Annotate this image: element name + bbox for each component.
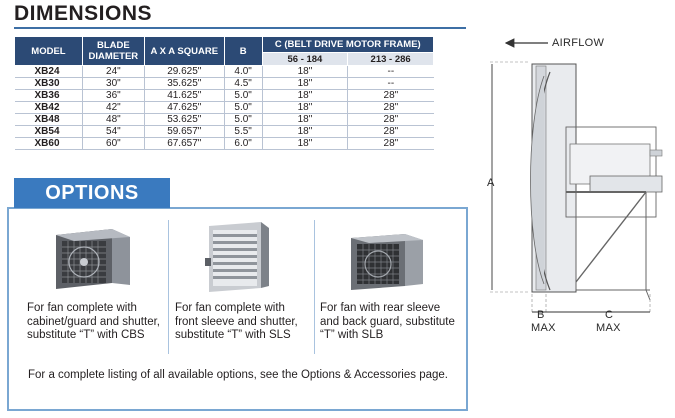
cell-model: XB42 [15,102,83,114]
col-header-axa-square: A X A SQUARE [144,37,224,66]
front-sleeve-shutter-image [203,218,273,298]
col-header-c-56-184: 56 - 184 [262,53,348,66]
cell-c1: 18" [262,90,348,102]
col-header-blade-diameter: BLADE DIAMETER [82,37,144,66]
table-row [15,90,434,102]
cell-blade: 36" [82,90,144,102]
cell-b: 5.0" [224,102,262,114]
cell-model: XB24 [15,66,83,78]
cell-model: XB30 [15,78,83,90]
cell-c2: 28" [348,126,434,138]
option-sls-caption: For fan complete with front sleeve and shutter, substitute “T” with SLS [175,302,298,341]
cell-blade: 42" [82,102,144,114]
title-rule [14,27,466,29]
cell-c1: 18" [262,102,348,114]
cell-blade: 24" [82,66,144,78]
cell-c1: 18" [262,66,348,78]
col-header-model: MODEL [15,37,83,66]
cell-axa: 59.657" [144,126,224,138]
cell-b: 5.0" [224,114,262,126]
option-slb-caption: For fan with rear sleeve and back guard, substitute “T” with SLB [320,302,455,341]
cell-b: 5.0" [224,90,262,102]
options-heading: OPTIONS [14,178,170,208]
cell-c2: 28" [348,138,434,150]
cell-c2: 28" [348,102,434,114]
cell-model: XB36 [15,90,83,102]
dimensions-table [14,36,434,150]
options-note: For a complete listing of all available options, see the Options & Accessories page. [28,369,448,381]
page-title: DIMENSIONS [14,2,153,25]
cell-axa: 67.657" [144,138,224,150]
cell-axa: 53.625" [144,114,224,126]
cell-b: 5.5" [224,126,262,138]
cell-c1: 18" [262,126,348,138]
cell-c2: 28" [348,114,434,126]
cell-c1: 18" [262,138,348,150]
cell-axa: 29.625" [144,66,224,78]
cell-c1: 18" [262,114,348,126]
col-header-c: C (BELT DRIVE MOTOR FRAME) [262,37,433,53]
cell-b: 6.0" [224,138,262,150]
airflow-label: AIRFLOW [552,37,605,49]
option-divider [168,220,169,354]
cell-axa: 41.625" [144,90,224,102]
dimension-c-label: C [605,309,614,321]
dimension-b-max-label: MAX [531,322,556,334]
fan-dimension-diagram [470,32,670,340]
col-header-b: B [224,37,262,66]
table-row [15,78,434,90]
table-row [15,66,434,78]
cell-b: 4.0" [224,66,262,78]
cell-axa: 35.625" [144,78,224,90]
cell-model: XB48 [15,114,83,126]
col-header-c-213-286: 213 - 286 [348,53,434,66]
cell-blade: 60" [82,138,144,150]
table-row [15,102,434,114]
cell-axa: 47.625" [144,102,224,114]
cell-blade: 30" [82,78,144,90]
cell-blade: 54" [82,126,144,138]
cell-blade: 48" [82,114,144,126]
cell-model: XB60 [15,138,83,150]
cell-c1: 18" [262,78,348,90]
option-cbs-caption: For fan complete with cabinet/guard and shutter, substitute “T” with CBS [27,302,160,341]
cell-c2: -- [348,66,434,78]
table-row [15,138,434,150]
option-divider [314,220,315,354]
cell-c2: 28" [348,90,434,102]
cell-b: 4.5" [224,78,262,90]
dimension-c-max-label: MAX [596,322,621,334]
cabinet-fan-image [48,223,136,293]
cell-c2: -- [348,78,434,90]
dimension-b-label: B [537,309,545,321]
rear-sleeve-back-guard-image [345,228,429,294]
table-row [15,126,434,138]
dimension-a-label: A [487,177,495,189]
cell-model: XB54 [15,126,83,138]
table-row [15,114,434,126]
